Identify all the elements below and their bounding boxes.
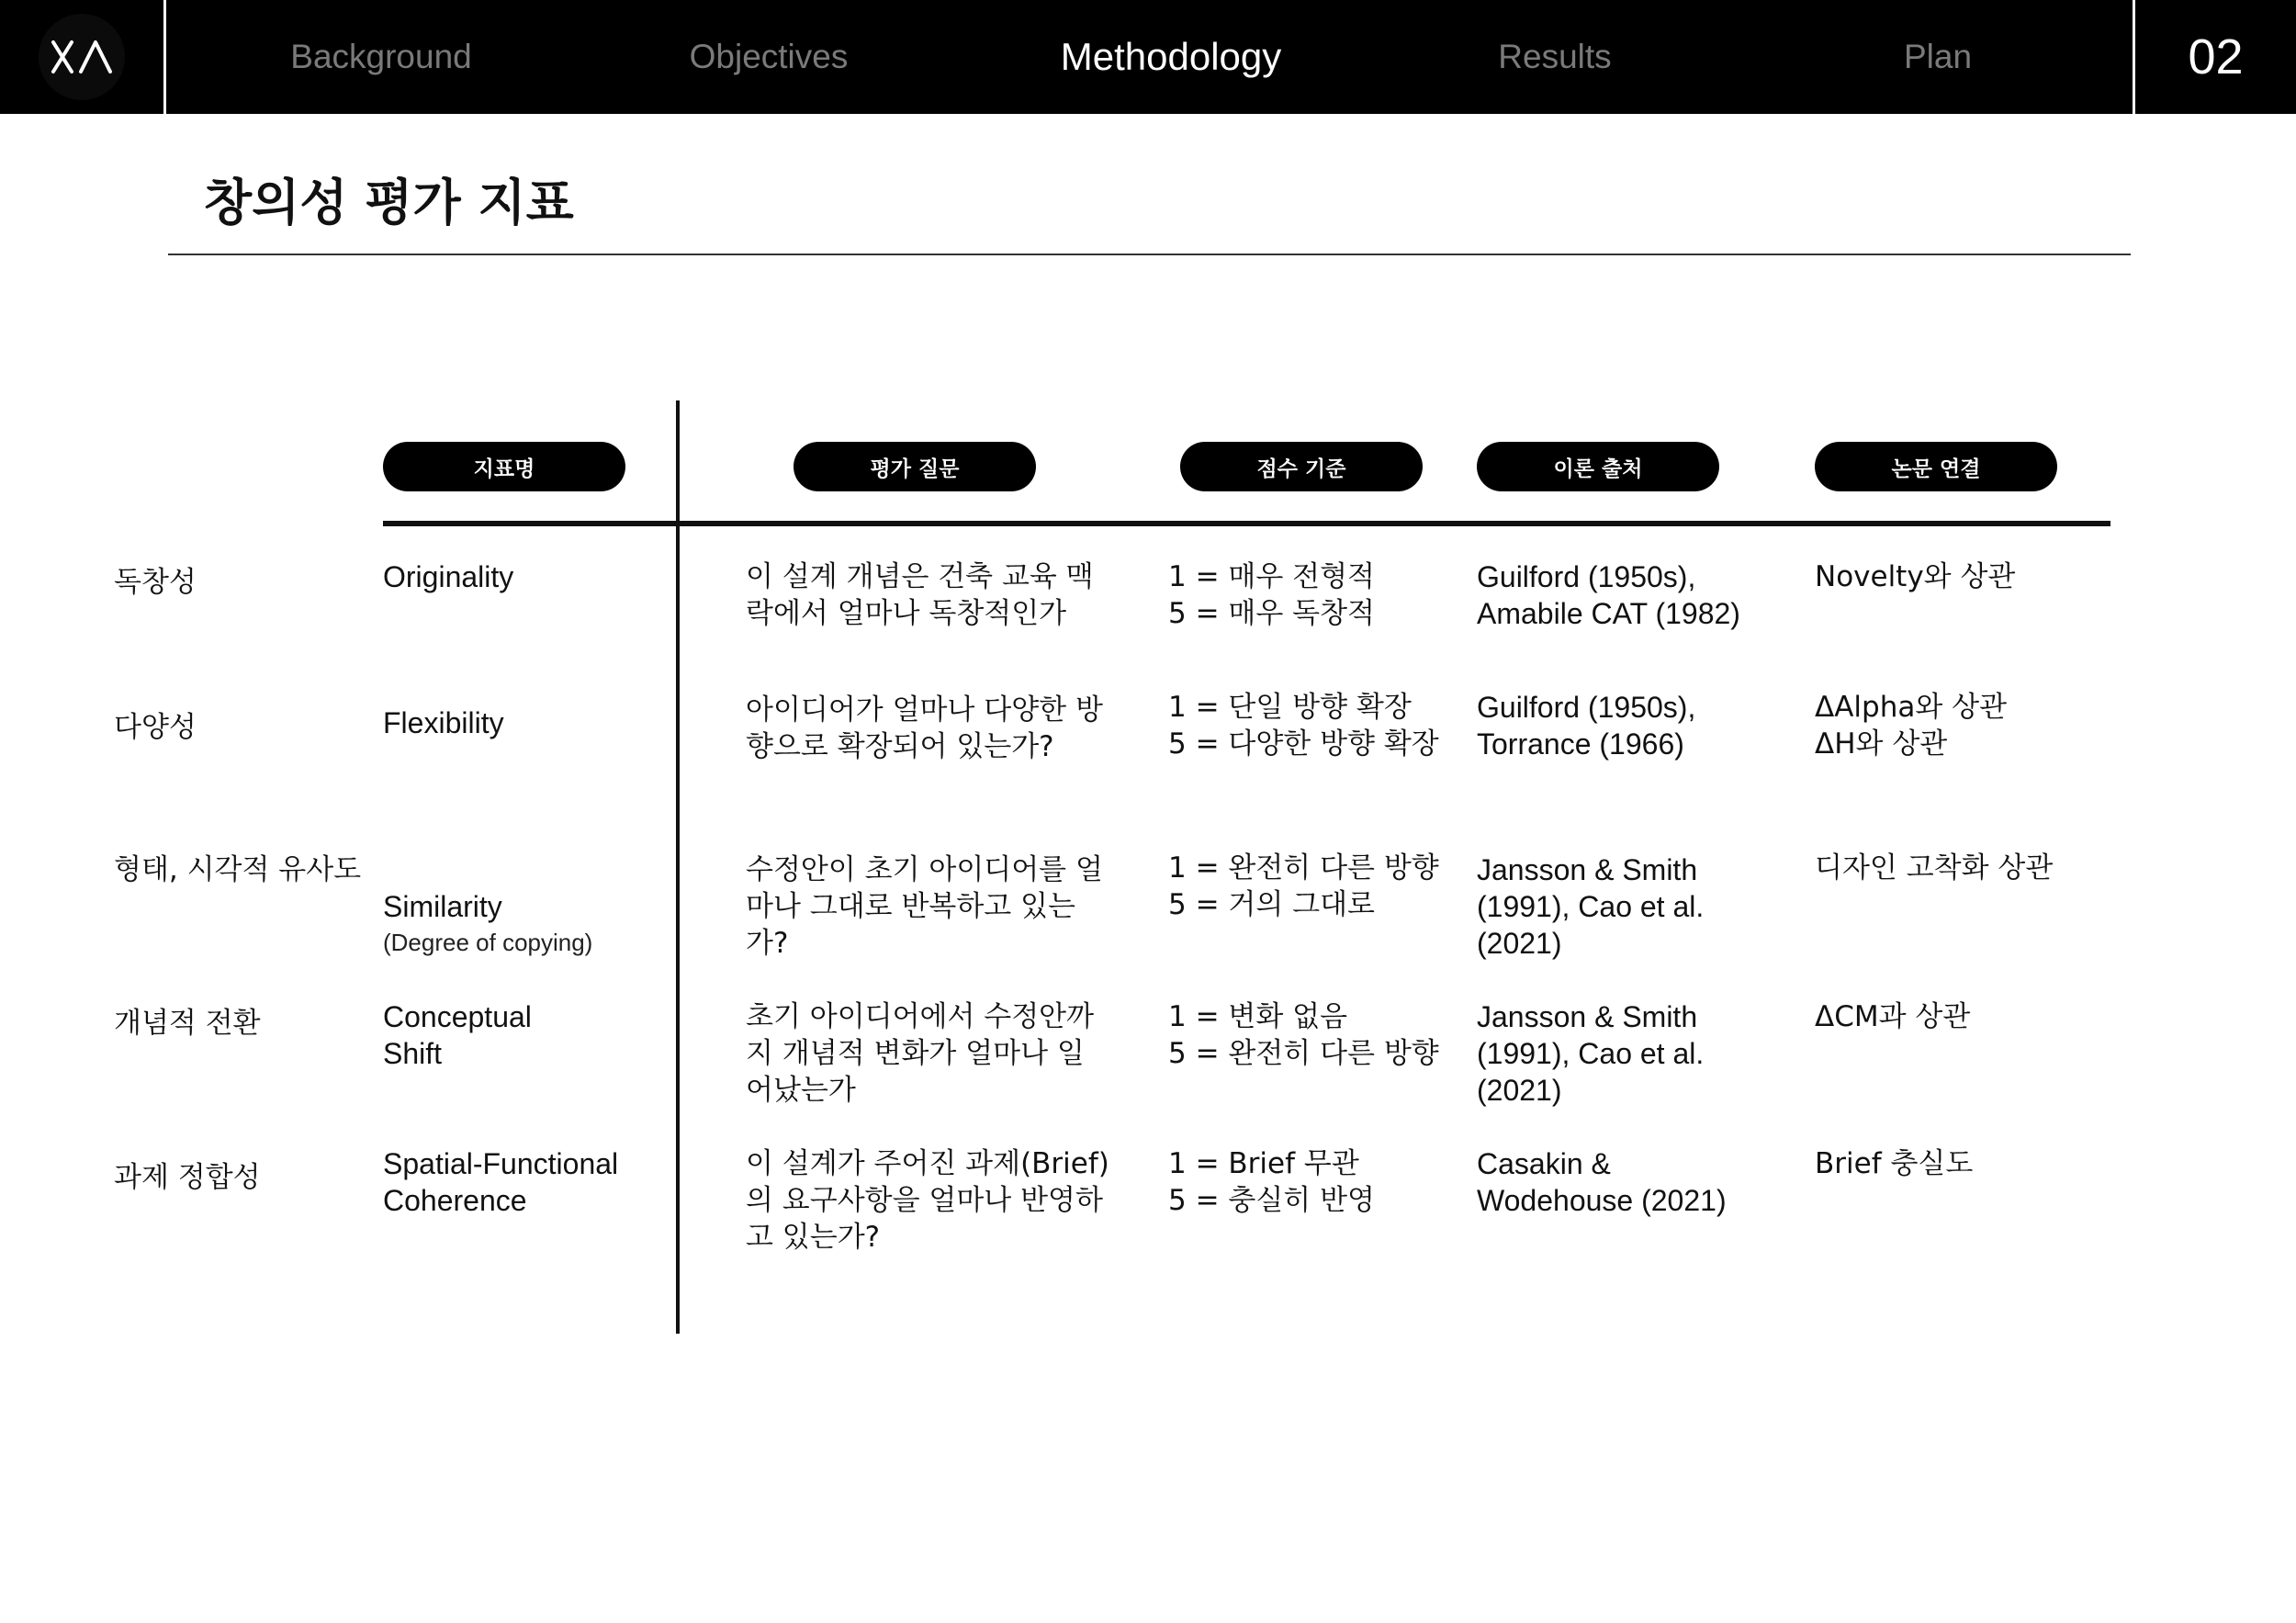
table-header-divider — [383, 521, 2110, 526]
row-question: 아이디어가 얼마나 다양한 방 향으로 확장되어 있는가? — [746, 693, 1103, 763]
row-source: Guilford (1950s), Torrance (1966) — [1477, 691, 1696, 761]
row-link: Novelty와 상관 — [1815, 560, 2016, 593]
row-score: 1 = 단일 방향 확장 5 = 다양한 방향 확장 — [1168, 691, 1439, 761]
row-category: 형태, 시각적 유사도 — [114, 853, 362, 886]
row-link: ΔAlpha와 상관 ΔH와 상관 — [1815, 691, 2008, 761]
row-indicator-name: Conceptual Shift — [383, 1000, 532, 1070]
row-score: 1 = 매우 전형적 5 = 매우 독창적 — [1168, 560, 1375, 630]
row-indicator-name: Originality — [383, 560, 514, 593]
row-category: 다양성 — [114, 711, 197, 744]
nav-item-objectives[interactable]: Objectives — [689, 38, 849, 75]
top-nav-bar — [0, 0, 2296, 114]
header-pill-link: 논문 연결 — [1815, 442, 2057, 491]
row-indicator-name: Flexibility — [383, 706, 504, 739]
header-pill-indicator: 지표명 — [383, 442, 625, 491]
row-question: 이 설계가 주어진 과제(Brief) 의 요구사항을 얼마나 반영하 고 있는가? — [746, 1147, 1109, 1254]
row-question: 이 설계 개념은 건축 교육 맥 락에서 얼마나 독창적인가 — [746, 560, 1094, 630]
row-category: 독창성 — [114, 566, 197, 599]
row-source: Jansson & Smith (1991), Cao et al. (2021) — [1477, 1000, 1705, 1107]
logo-mark-icon — [39, 14, 125, 100]
row-indicator-name-main: Similarity — [383, 890, 502, 923]
title-divider — [168, 254, 2131, 255]
row-source: Jansson & Smith (1991), Cao et al. (2021) — [1477, 853, 1705, 960]
page-title: 창의성 평가 지표 — [204, 174, 574, 231]
row-indicator-subtitle: (Degree of copying) — [383, 929, 593, 956]
nav-item-results[interactable]: Results — [1498, 38, 1612, 75]
nav-item-methodology[interactable]: Methodology — [1060, 35, 1282, 78]
row-link: 디자인 고착화 상관 — [1815, 851, 2054, 885]
row-link: ΔCM과 상관 — [1815, 1000, 1971, 1033]
header-pill-score: 점수 기준 — [1180, 442, 1423, 491]
row-indicator-name — [383, 851, 592, 995]
row-question: 초기 아이디어에서 수정안까 지 개념적 변화가 얼마나 일 어났는가 — [746, 1000, 1095, 1107]
row-question: 수정안이 초기 아이디어를 얼 마나 그대로 반복하고 있는 가? — [746, 853, 1103, 960]
row-source: Guilford (1950s), Amabile CAT (1982) — [1477, 560, 1740, 630]
logo[interactable] — [0, 0, 166, 114]
row-link: Brief 충실도 — [1815, 1147, 1974, 1180]
row-category: 개념적 전환 — [114, 1007, 261, 1040]
row-score: 1 = 변화 없음 5 = 완전히 다른 방향 — [1168, 1000, 1439, 1070]
table-vertical-divider — [676, 400, 680, 1334]
page-number: 02 — [2133, 0, 2296, 114]
row-category: 과제 정합성 — [114, 1161, 261, 1194]
header-pill-source: 이론 출처 — [1477, 442, 1719, 491]
nav-item-background[interactable]: Background — [290, 38, 472, 75]
row-source: Casakin & Wodehouse (2021) — [1477, 1147, 1727, 1217]
row-score: 1 = Brief 무관 5 = 충실히 반영 — [1168, 1147, 1375, 1217]
header-pill-question: 평가 질문 — [793, 442, 1036, 491]
nav-item-plan[interactable]: Plan — [1903, 38, 1973, 75]
row-score: 1 = 완전히 다른 방향 5 = 거의 그대로 — [1168, 851, 1439, 921]
row-indicator-name: Spatial-Functional Coherence — [383, 1147, 619, 1217]
